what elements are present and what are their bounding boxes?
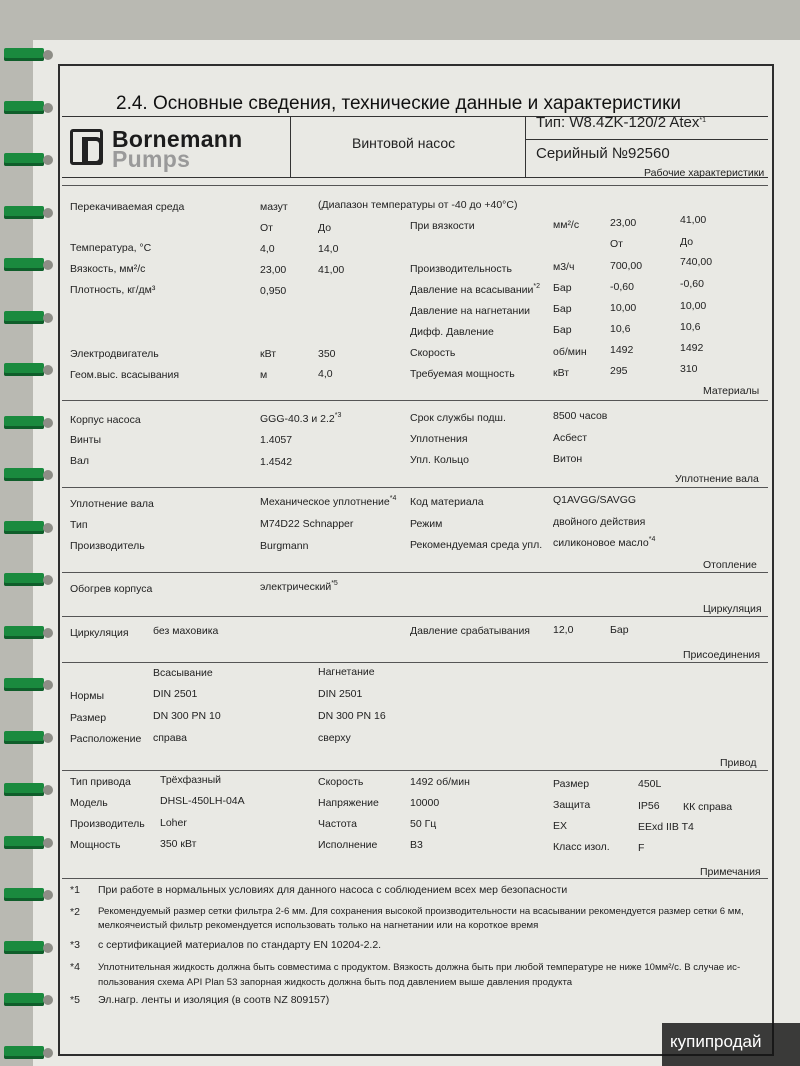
note-text: При работе в нормальных условиях для данного насоса с соблюдением всех мер безопасности (98, 884, 568, 896)
value: M74D22 Schnapper (260, 518, 354, 530)
value: 350 (318, 348, 336, 360)
binding-ring (4, 153, 44, 166)
binding-ring (4, 993, 44, 1006)
pump-type: Тип: W8.4ZK-120/2 Atex$^{*1}$ (536, 114, 707, 131)
note-mark: *5 (70, 994, 80, 1006)
binding-ring (4, 521, 44, 534)
binding-hole (43, 523, 53, 533)
section-line (62, 770, 768, 771)
binding-ring (4, 836, 44, 849)
value: 12,0 (553, 624, 574, 636)
value: 10,6 (610, 323, 631, 335)
value: Асбест (553, 432, 588, 444)
value: электрический$^{*5}$ (260, 580, 338, 593)
label: Нормы (70, 690, 105, 702)
value: 8500 часов (553, 410, 608, 422)
section-line (62, 400, 768, 401)
label: Температура, °C (70, 242, 152, 254)
note-text: с сертификацией материалов по стандарту EN 10204-2.2. (98, 939, 382, 951)
label: Частота (318, 818, 357, 830)
label: Код материала (410, 496, 484, 508)
binding-hole (43, 208, 53, 218)
value: DIN 2501 (153, 688, 198, 700)
label: От (260, 222, 273, 234)
unit: Бар (553, 282, 572, 294)
value: 41,00 (318, 264, 345, 276)
value: Витон (553, 453, 583, 465)
unit: Бар (553, 324, 572, 336)
logo-mark-icon (70, 129, 103, 165)
binding-hole (43, 103, 53, 113)
section-circulation: Циркуляция (703, 603, 762, 615)
spiral-binding (4, 40, 48, 1066)
column-header: Нагнетание (318, 666, 375, 678)
value: Механическое уплотнение$^{*4}$ (260, 495, 397, 508)
binding-hole (43, 155, 53, 165)
section-line (62, 662, 768, 663)
value: (Диапазон температуры от -40 до +40°C) (318, 199, 518, 211)
value: справа (153, 732, 187, 744)
value: 310 (680, 363, 698, 375)
unit: об/мин (553, 346, 587, 358)
section-work: Рабочие характеристики (644, 167, 765, 179)
label: Мощность (70, 839, 121, 851)
column-header: Всасывание (153, 667, 213, 679)
watermark: купипродай (662, 1023, 800, 1066)
binding-hole (43, 890, 53, 900)
label: Производитель (70, 540, 145, 552)
unit: Бар (610, 624, 629, 636)
binding-ring (4, 468, 44, 481)
label: Дифф. Давление (410, 326, 494, 338)
value: F (638, 842, 645, 854)
label: Электродвигатель (70, 348, 159, 360)
binding-ring (4, 258, 44, 271)
binding-hole (43, 575, 53, 585)
binding-hole (43, 1048, 53, 1058)
section-drive: Привод (720, 757, 757, 769)
label: Скорость (410, 347, 456, 359)
binding-hole (43, 995, 53, 1005)
value: без маховика (153, 625, 219, 637)
section-heating: Отопление (703, 559, 757, 571)
binding-hole (43, 733, 53, 743)
binding-ring (4, 573, 44, 586)
section-line (62, 878, 768, 879)
serial-number: Серийный №92560 (536, 145, 670, 162)
value: 23,00 (260, 264, 287, 276)
bornemann-logo: Bornemann Pumps (70, 127, 285, 169)
label: От (610, 238, 623, 250)
value: DIN 2501 (318, 688, 363, 700)
unit: Бар (553, 303, 572, 315)
binding-hole (43, 680, 53, 690)
label: Производитель (70, 818, 145, 830)
label: Тип привода (70, 776, 131, 788)
value: 700,00 (610, 260, 643, 272)
value: IP56 (638, 800, 660, 812)
label: Уплотнение вала (70, 498, 154, 510)
value: двойного действия (553, 516, 646, 528)
label: Давление на всасывании$^{*2}$ (410, 283, 541, 296)
value: 0,950 (260, 285, 287, 297)
label: Вал (70, 455, 89, 467)
note-text: Рекомендуемый размер сетки фильтра 2-6 мм. Для сохранения высокой производительности на всасывании рекомендуется размер сетки 6 мм, (98, 906, 744, 917)
value: 10,00 (680, 300, 707, 312)
value: Burgmann (260, 540, 309, 552)
label: Расположение (70, 733, 142, 745)
page-title: 2.4. Основные сведения, технические данные и характеристики (116, 93, 682, 114)
binding-ring (4, 941, 44, 954)
value: DN 300 PN 10 (153, 710, 221, 722)
section-line (62, 487, 768, 488)
value: DN 300 PN 16 (318, 710, 386, 722)
unit: мм²/с (553, 219, 580, 231)
value: 1492 (680, 342, 704, 354)
note-text: Уплотнительная жидкость должна быть совместима с продуктом. Вязкость должна быть при любой температуре не ниже 10мм²/с. В случае ис- (98, 962, 741, 973)
binding-hole (43, 943, 53, 953)
section-connections: Присоединения (683, 649, 761, 661)
binding-ring (4, 1046, 44, 1059)
binding-hole (43, 785, 53, 795)
value: Loher (160, 817, 187, 829)
value: 350 кВт (160, 838, 197, 850)
label: Винты (70, 434, 102, 446)
value: 41,00 (680, 214, 707, 226)
label: Размер (553, 778, 590, 790)
label: Требуемая мощность (410, 368, 515, 380)
note-mark: *3 (70, 939, 80, 951)
value: 23,00 (610, 217, 637, 229)
value: 50 Гц (410, 818, 437, 830)
value: 10,00 (610, 302, 637, 314)
binding-ring (4, 311, 44, 324)
value: 10000 (410, 797, 440, 809)
section-line (62, 572, 768, 573)
label: Корпус насоса (70, 414, 141, 426)
binding-ring (4, 626, 44, 639)
binding-ring (4, 783, 44, 796)
binding-ring (4, 101, 44, 114)
unit: м (260, 369, 268, 381)
label: Давление на нагнетании (410, 305, 531, 317)
unit: кВт (553, 367, 570, 379)
note-text: Эл.нагр. ленты и изоляция (в соотв NZ 809157) (98, 994, 330, 1006)
binding-hole (43, 50, 53, 60)
unit: м3/ч (553, 261, 575, 273)
value: 14,0 (318, 243, 339, 255)
value: B3 (410, 839, 423, 851)
binding-hole (43, 628, 53, 638)
section-line (62, 185, 768, 186)
label: Модель (70, 797, 108, 809)
binding-ring (4, 416, 44, 429)
value: -0,60 (610, 281, 634, 293)
label: Класс изол. (553, 841, 610, 853)
label: Геом.выс. всасывания (70, 369, 180, 381)
value: 1492 об/мин (410, 776, 470, 788)
note-mark: *2 (70, 906, 80, 918)
label: Производительность (410, 263, 512, 275)
label: Перекачиваемая среда (70, 201, 185, 213)
binding-hole (43, 260, 53, 270)
value: 295 (610, 365, 628, 377)
label: Исполнение (318, 839, 378, 851)
binding-hole (43, 418, 53, 428)
value: Q1AVGG/SAVGG (553, 494, 637, 506)
binding-hole (43, 838, 53, 848)
binding-ring (4, 678, 44, 691)
value: -0,60 (680, 278, 704, 290)
label: Режим (410, 518, 443, 530)
value: 1.4057 (260, 434, 293, 446)
label: Защита (553, 799, 591, 811)
binding-hole (43, 313, 53, 323)
value: EExd IIB T4 (638, 821, 694, 833)
binding-ring (4, 48, 44, 61)
value: силиконовое масло$^{*4}$ (553, 536, 656, 549)
note-text: пользования схема API Plan 53 запорная жидкость должна быть под давлением выше давления продукта (98, 977, 573, 988)
value: Трёхфазный (160, 774, 222, 786)
note-mark: *1 (70, 884, 80, 896)
label: Тип (70, 519, 88, 531)
value: 450L (638, 778, 662, 790)
section-materials: Материалы (703, 385, 760, 397)
value: мазут (260, 201, 288, 213)
unit: кВт (260, 348, 277, 360)
binding-ring (4, 731, 44, 744)
label: При вязкости (410, 220, 475, 232)
label: Напряжение (318, 797, 379, 809)
binding-hole (43, 470, 53, 480)
label: Давление срабатывания (410, 625, 530, 637)
note-text: мелкоячеистый фильтр рекомендуется использовать только на нагнетании или на короткое время (98, 920, 539, 931)
value: 4,0 (260, 243, 275, 255)
value: 4,0 (318, 368, 333, 380)
label: Скорость (318, 776, 364, 788)
label: Плотность, кг/дм³ (70, 284, 156, 296)
label: Размер (70, 712, 107, 724)
value: GGG-40.3 и 2.2$^{*3}$ (260, 412, 342, 425)
product-name: Винтовой насос (352, 135, 456, 151)
label: До (318, 222, 332, 234)
value: 740,00 (680, 256, 713, 268)
label: Рекомендуемая среда упл. (410, 539, 543, 551)
value: 1492 (610, 344, 634, 356)
binding-ring (4, 363, 44, 376)
section-shaft: Уплотнение вала (675, 473, 759, 485)
value: сверху (318, 732, 351, 744)
value: DHSL-450LH-04A (160, 795, 245, 807)
label: Циркуляция (70, 627, 129, 639)
note-mark: *4 (70, 961, 80, 973)
binding-ring (4, 206, 44, 219)
value: 10,6 (680, 321, 701, 333)
label: До (680, 236, 694, 248)
section-notes: Примечания (700, 866, 761, 878)
value: КК справа (683, 801, 733, 813)
label: EX (553, 820, 568, 832)
label: Упл. Кольцо (410, 454, 469, 466)
value: 1.4542 (260, 456, 293, 468)
label: Уплотнения (410, 433, 468, 445)
label: Срок службы подш. (410, 412, 506, 424)
binding-ring (4, 888, 44, 901)
binding-hole (43, 365, 53, 375)
section-line (62, 616, 768, 617)
label: Обогрев корпуса (70, 583, 153, 595)
label: Вязкость, мм²/с (70, 263, 146, 275)
